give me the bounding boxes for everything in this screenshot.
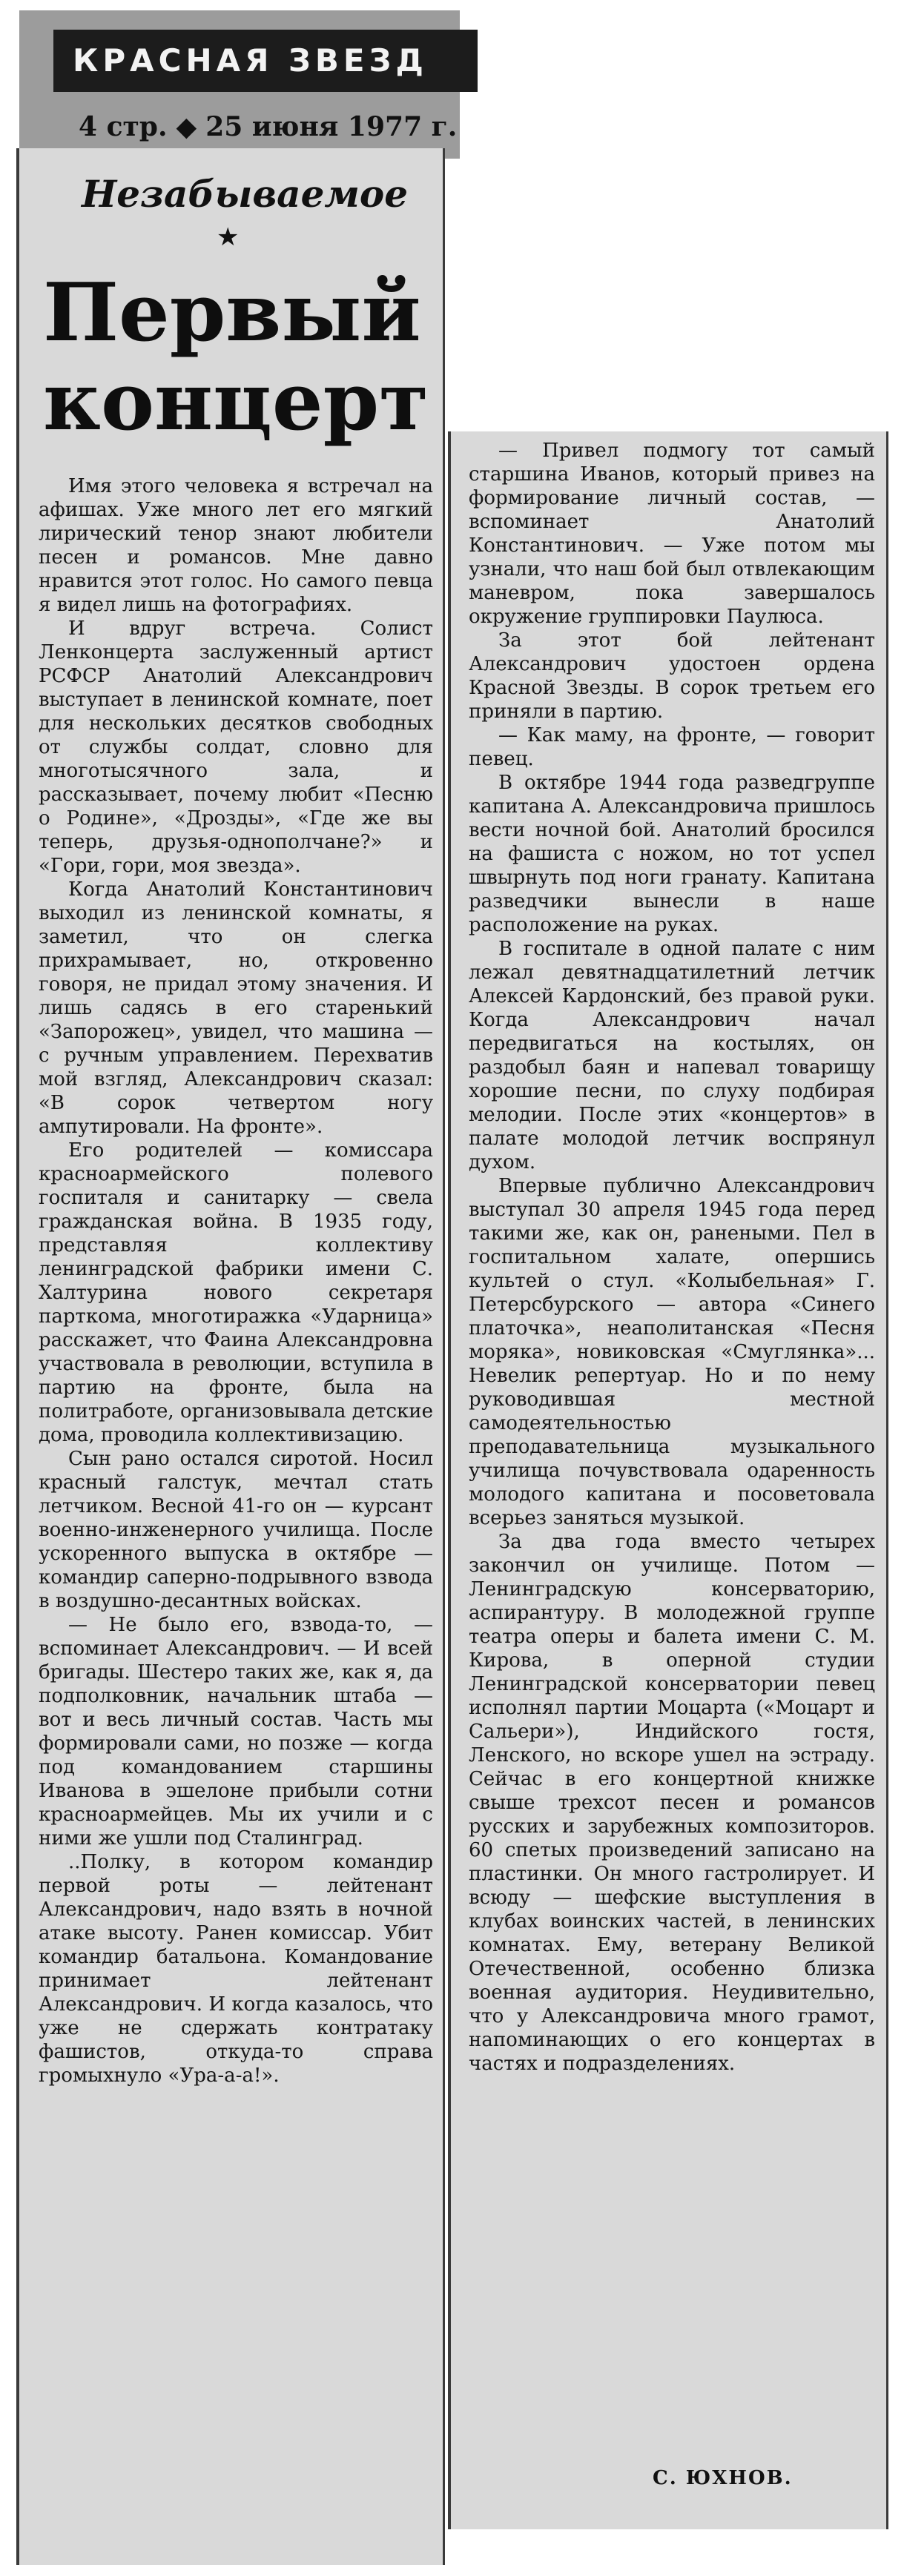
diamond-icon: ◆ bbox=[176, 111, 197, 142]
author-signature: С. ЮХНОВ. bbox=[653, 2467, 793, 2489]
paragraph: И вдруг встреча. Солист Ленконцерта заслуженный артист РСФСР Анатолий Александрович выступает в ленинской комнате, поет для нескольких десятков свободных от службы солдат, словно для многотысячного зала, и рассказывает, почему любит «Песню о Родине», «Дрозды», «Где же вы теперь, друзья-однополчане?» и «Гори, гори, моя звезда». bbox=[39, 617, 433, 877]
paragraph: — Привел подмогу тот самый старшина Иванов, который привез на формирование личный состав, — вспоминает Анатолий Константинович. — Уже потом мы узнали, что наш бой был отвлекающим маневром, пока завершалось окружение группировки Паулюса. bbox=[469, 440, 875, 628]
paragraph: В октябре 1944 года разведгруппе капитана А. Александровича пришлось вести ночной бой. Анатолий бросился на фашиста с ножом, но тот успел швырнуть под ноги гранату. Капитана разведчики вынесли в наше расположение на руках. bbox=[469, 772, 875, 936]
page-number: 4 стр. bbox=[79, 111, 168, 142]
newspaper-masthead bbox=[19, 10, 460, 159]
star-icon: ★ bbox=[217, 222, 240, 252]
newspaper-title: КРАСНАЯ ЗВЕЗД bbox=[53, 30, 478, 92]
paragraph: ..Полку, в котором командир первой роты — лейтенант Александрович, надо взять в ночной атаке высоту. Ранен комиссар. Убит командир батальона. Командование принимает лейтенант Александрович. И когда казалось, что уже не сдержать контратаку фашистов, откуда-то справа громыхнуло «Ура-а-а!». bbox=[39, 1851, 433, 2087]
paragraph: Имя этого человека я встречал на афишах. Уже много лет его мягкий лирический тенор знают любители песен и романсов. Мне давно нравится этот голос. Но самого певца я видел лишь на фотографиях. bbox=[39, 475, 433, 616]
paragraph: — Как маму, на фронте, — говорит певец. bbox=[469, 724, 875, 770]
paragraph: За два года вместо четырех закончил он училище. Потом — Ленинградскую консерваторию, аспирантуру. В молодежной группе театра оперы и балета имени С. М. Кирова, в оперной студии Ленинградской консерватории певец исполнял партии Моцарта («Моцарт и Сальери»), Индийского гостя, Ленского, но вскоре ушел на эстраду. Сейчас в его концертной книжке свыше трехсот песен и романсов русских и зарубежных композиторов. 60 спетых произведений записано на пластинки. Он много гастролирует. И всюду — шефские выступления в клубах воинских частей, в ленинских комнатах. Ему, ветерану Великой Отечественной, особенно близка военная аудитория. Неудивительно, что у Александровича много грамот, напоминающих о его концертах в частях и подразделениях. bbox=[469, 1531, 875, 2075]
article-body-right bbox=[469, 439, 875, 2076]
paragraph: За этот бой лейтенант Александрович удостоен ордена Красной Звезды. В сорок третьем его приняли в партию. bbox=[469, 629, 875, 723]
section-rubric: Незабываемое bbox=[82, 172, 409, 216]
issue-date: 25 июня 1977 г. bbox=[205, 111, 458, 142]
paragraph: Впервые публично Александрович выступал 30 апреля 1945 года перед такими же, как он, ранеными. Пел в госпитальном халате, опершись культей о стул. «Колыбельная» Г. Петерсбурского — автора «Синего платочка», неаполитанская «Песня моряка», новиковская «Смуглянка»... Невелик репертуар. Но и по нему руководившая местной самодеятельностью преподавательница музыкального училища почувствовала одаренность молодого капитана и посоветовала всерьез заняться музыкой. bbox=[469, 1175, 875, 1529]
issue-info bbox=[79, 104, 457, 150]
paragraph: Сын рано остался сиротой. Носил красный галстук, мечтал стать летчиком. Весной 41-го он — курсант военно-инженерного училища. После ускоренного выпуска в октябре — командир саперно-подрывного взвода в воздушно-десантных войсках. bbox=[39, 1448, 433, 1612]
paragraph: В госпитале в одной палате с ним лежал девятнадцатилетний летчик Алексей Кардонский, без правой руки. Когда Александрович начал передвигаться на костылях, он раздобыл баян и напевал товарищу хорошие песни, по слуху подбирая мелодии. После этих «концертов» в палате молодой летчик воспрянул духом. bbox=[469, 938, 875, 1173]
paragraph: Когда Анатолий Константинович выходил из ленинской комнаты, я заметил, что он слегка прихрамывает, но, откровенно говоря, не придал этому значения. И лишь садясь в его старенький «Запорожец», увидел, что машина — с ручным управлением. Перехватив мой взгляд, Александрович сказал: «В сорок четвертом ногу ампутировали. На фронте». bbox=[39, 878, 433, 1138]
article-headline: Первый концерт bbox=[43, 266, 429, 448]
paragraph: Его родителей — комиссара красноармейского полевого госпиталя и санитарку — свела гражданская война. В 1935 году, представляя коллективу ленинградской фабрики имени С. Халтурина нового секретаря парткома, многотиражка «Ударница» расскажет, что Фаина Александровна участвовала в революции, вступила в партию на фронте, была на политработе, организовывала детские дома, проводила коллективизацию. bbox=[39, 1139, 433, 1446]
paragraph: — Не было его, взвода-то, — вспоминает Александрович. — И всей бригады. Шестеро таких же, как я, да подполковник, начальник штаба — вот и весь личный состав. Часть мы формировали сами, но позже — когда под командованием старшины Иванова в эшелоне прибыли сотни красноармейцев. Мы их учили и с ними же ушли под Сталинград. bbox=[39, 1614, 433, 1850]
article-body-left bbox=[39, 474, 433, 2087]
